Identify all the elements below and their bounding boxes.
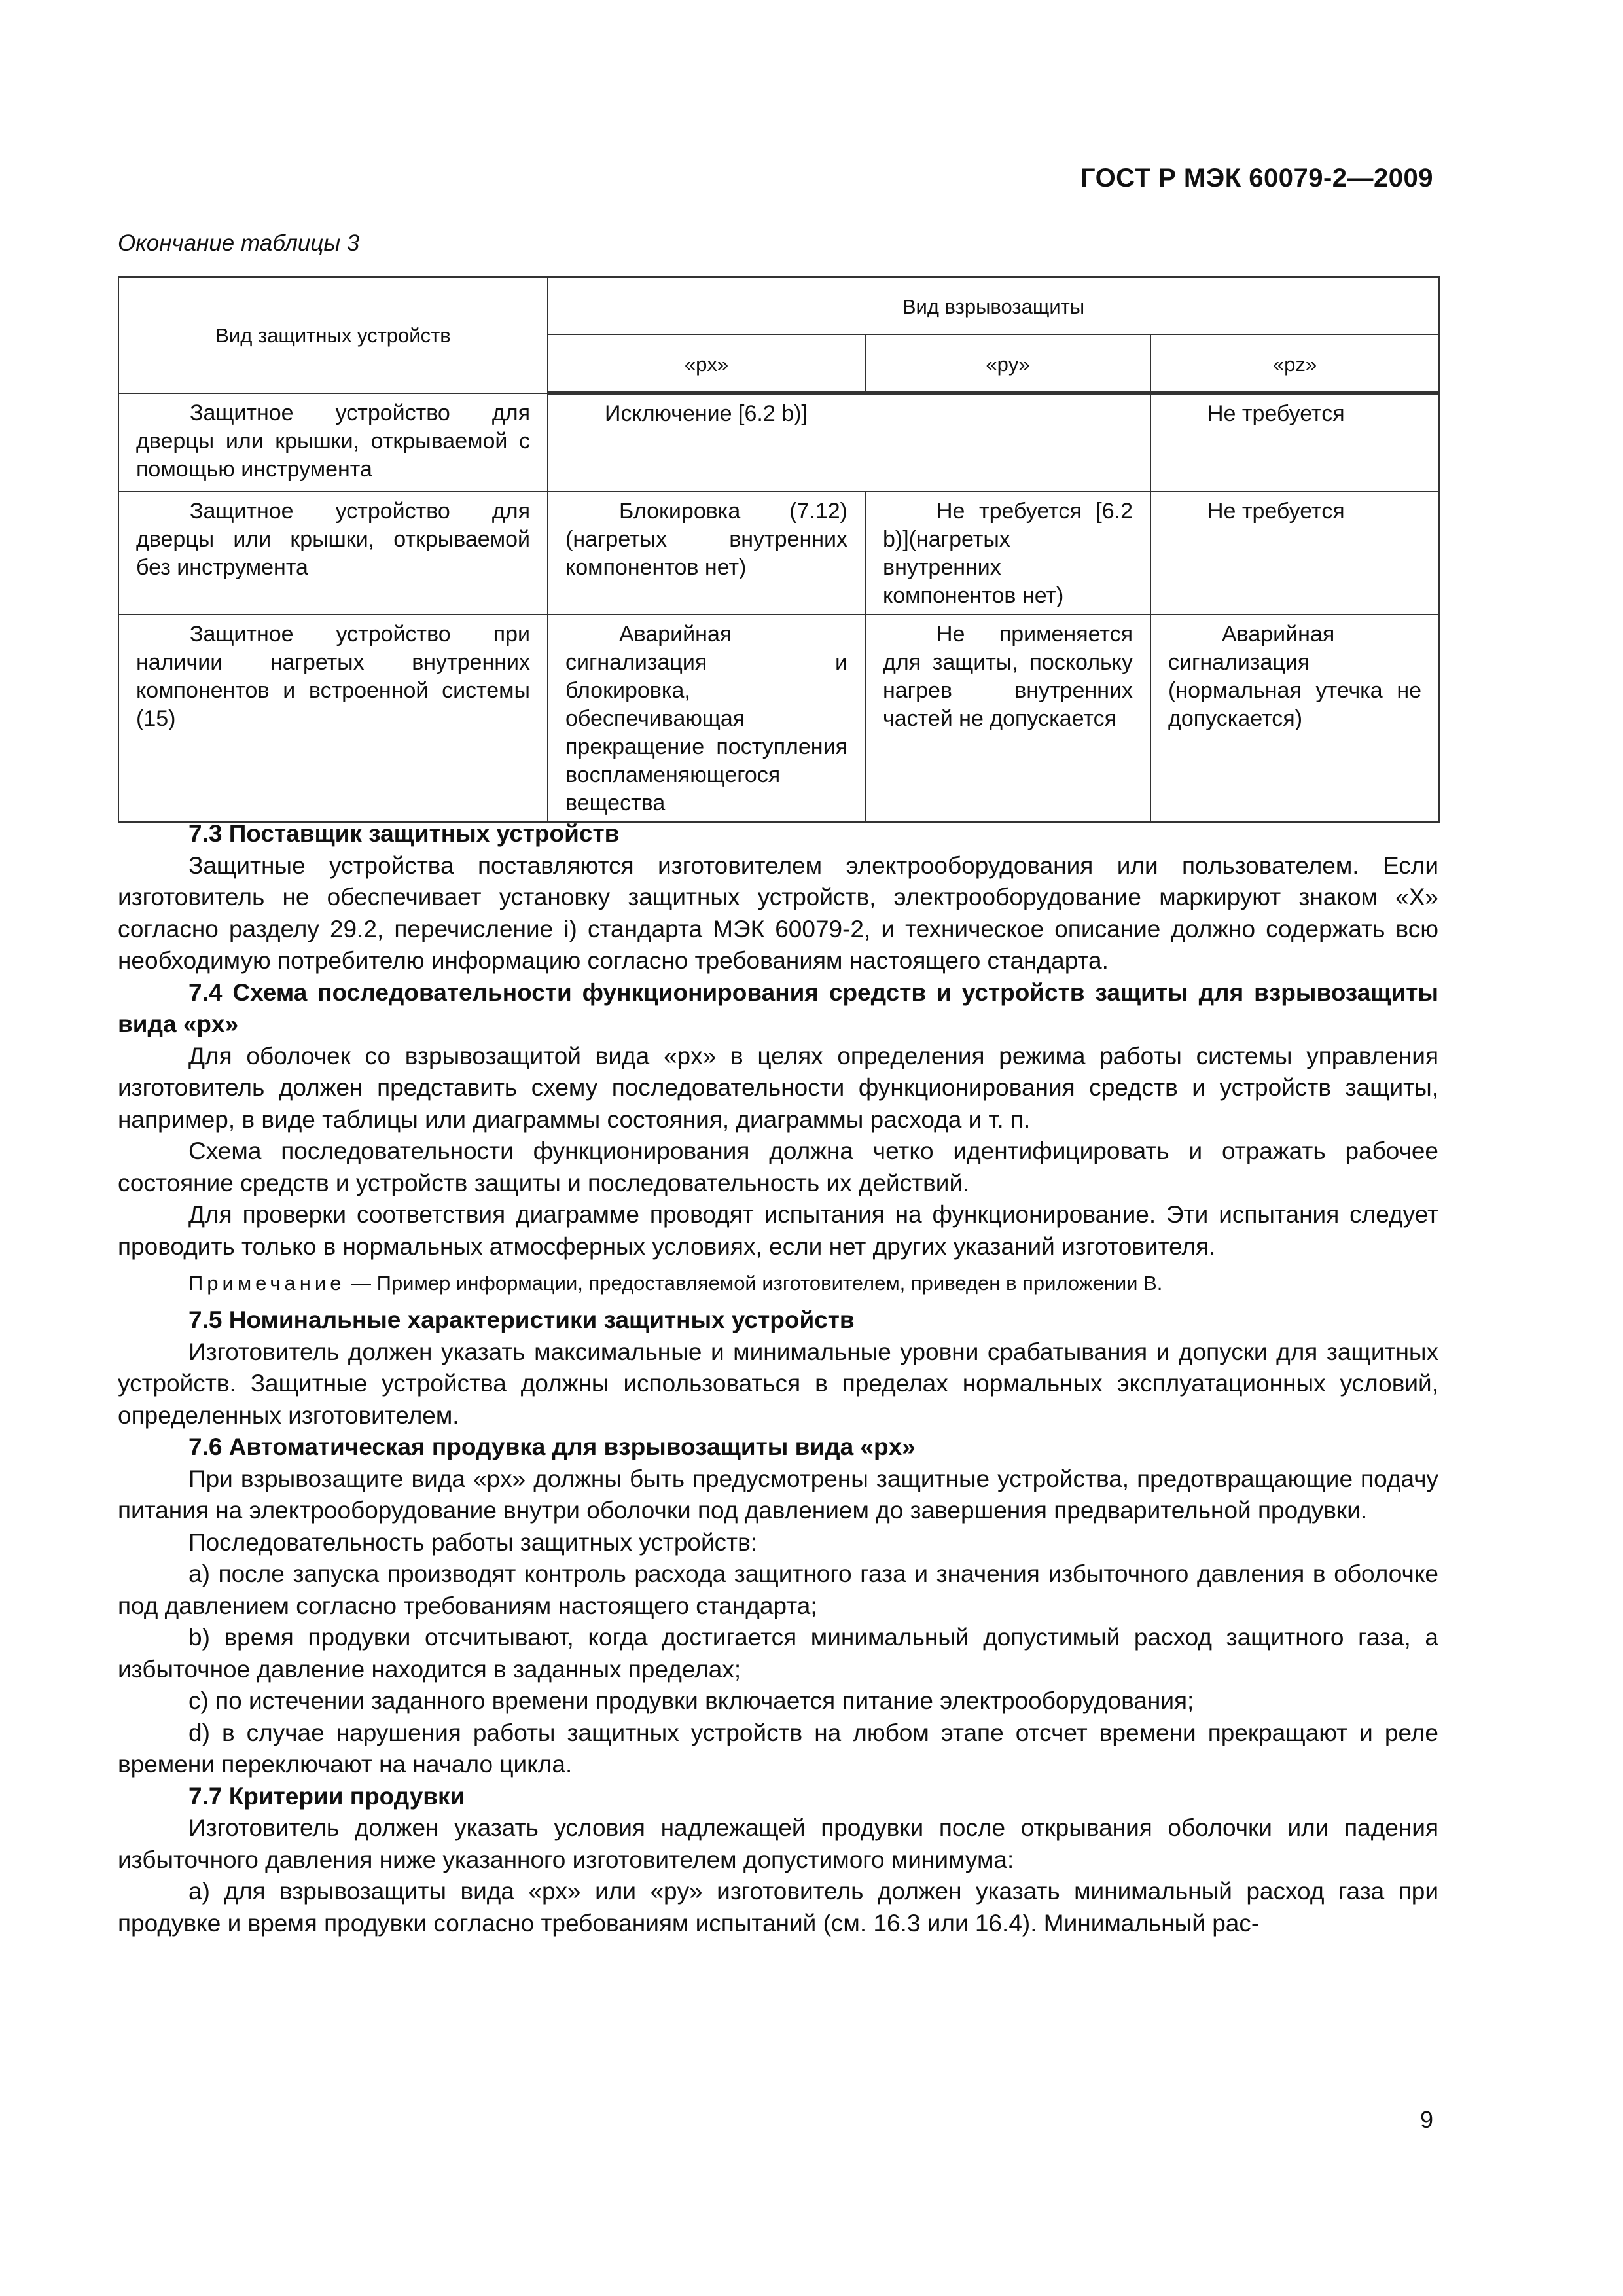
table-cell-device: Защитное устройство при наличии нагретых внутренних компонентов и встроенной системы (15)	[118, 615, 548, 822]
note	[118, 1269, 1438, 1298]
section-7-4-paragraph: Схема последовательности функционирования должна четко идентифицировать и отражать рабочее состояние средств и устройств защиты и последовательность их действий.	[118, 1138, 1438, 1196]
section-7-6-list-item: c) по истечении заданного времени продувки включается питание электрооборудования;	[188, 1687, 1194, 1714]
table-subheader-py: «py»	[865, 334, 1150, 393]
table-cell-px-py: Исключение [6.2 b)]	[548, 393, 1150, 492]
section-7-6-list-item: b) время продувки отсчитывают, когда достигается минимальный допустимый расход защитного газа, а избыточное давление находится в заданных пределах;	[118, 1624, 1438, 1683]
table-cell-pz: Не требуется	[1150, 492, 1439, 615]
table-cell-px: Блокировка (7.12) (нагретых внутренних компонентов нет)	[548, 492, 865, 615]
table-cell-px: Аварийная сигнализация и блокировка, обеспечивающая прекращение поступления воспламеняющегося вещества	[548, 615, 865, 822]
section-7-6-paragraph: Последовательность работы защитных устройств:	[188, 1528, 758, 1556]
table-subheader-px: «px»	[548, 334, 865, 393]
document-standard-header: ГОСТ Р МЭК 60079-2—2009	[1080, 164, 1433, 192]
table-header-protection-type: Вид взрывозащиты	[548, 277, 1439, 334]
section-7-6-list-item: d) в случае нарушения работы защитных устройств на любом этапе отсчет времени прекращают и реле времени переключают на начало цикла.	[118, 1719, 1438, 1778]
table-header-device-type: Вид защитных устройств	[118, 277, 548, 393]
table-cell-py: Не применяется для защиты, поскольку нагрев внутренних частей не допускается	[865, 615, 1150, 822]
page-number: 9	[1419, 2106, 1433, 2133]
table-row	[118, 492, 1439, 615]
table-cell-pz: Аварийная сигнализация (нормальная утечка не допускается)	[1150, 615, 1439, 822]
section-7-7-title: 7.7 Критерии продувки	[188, 1782, 465, 1810]
section-7-4-paragraph: Для оболочек со взрывозащитой вида «px» в целях определения режима работы системы управления изготовитель должен представить схему последовательности функционирования средств и устройств защиты, например, в виде таблицы или диаграммы состояния, диаграммы расхода и т. п.	[118, 1042, 1438, 1133]
section-7-3-paragraph: Защитные устройства поставляются изготовителем электрооборудования или пользователем. Если изготовитель не обеспечивает установку защитных устройств, электрооборудование маркируют знаком «X» согласно разделу 29.2, перечисление i) стандарта МЭК 60079-2, и техническое описание должно содержать всю необходимую потребителю информацию согласно требованиям настоящего стандарта.	[118, 852, 1438, 974]
section-7-5-title: 7.5 Номинальные характеристики защитных устройств	[188, 1306, 855, 1333]
section-7-4-title: 7.4 Схема последовательности функционирования средств и устройств защиты для взрывозащиты вида «px»	[118, 978, 1438, 1037]
table-cell-device: Защитное устройство для дверцы или крышки, открываемой без инструмента	[118, 492, 548, 615]
table-cell-pz: Не требуется	[1150, 393, 1439, 492]
section-7-7-list-item: a) для взрывозащиты вида «px» или «py» изготовитель должен указать минимальный расход газа при продувке и время продувки согласно требованиям испытаний (см. 16.3 или 16.4). Минимальный рас-	[118, 1878, 1438, 1937]
table-cell-py: Не требуется [6.2 b)](нагретых внутренних компонентов нет)	[865, 492, 1150, 615]
table-subheader-pz: «pz»	[1150, 334, 1439, 393]
table-caption: Окончание таблицы 3	[118, 230, 360, 256]
section-7-6-list-item: a) после запуска производят контроль расхода защитного газа и значения избыточного давления в оболочке под давлением согласно требованиям настоящего стандарта;	[118, 1560, 1438, 1619]
section-7-4-paragraph: Для проверки соответствия диаграмме проводят испытания на функционирование. Эти испытания следует проводить только в нормальных атмосферных условиях, если нет других указаний изготовителя.	[118, 1201, 1438, 1260]
section-7-3-title: 7.3 Поставщик защитных устройств	[188, 820, 620, 847]
section-7-6-paragraph: При взрывозащите вида «px» должны быть предусмотрены защитные устройства, предотвращающие подачу питания на электрооборудование внутри оболочки под давлением до завершения предварительной продувки.	[118, 1465, 1438, 1524]
section-7-6-title: 7.6 Автоматическая продувка для взрывозащиты вида «px»	[188, 1433, 916, 1460]
section-7-7-paragraph: Изготовитель должен указать условия надлежащей продувки после открывания оболочки или падения избыточного давления ниже указанного изготовителем допустимого минимума:	[118, 1814, 1438, 1873]
table-cell-device: Защитное устройство для дверцы или крышки, открываемой с помощью инструмента	[118, 393, 548, 492]
document-body	[118, 818, 1438, 1939]
note-label: Примечание	[188, 1272, 346, 1295]
table-3-protective-devices	[118, 276, 1440, 823]
section-7-5-paragraph: Изготовитель должен указать максимальные и минимальные уровни срабатывания и допуски для защитных устройств. Защитные устройства должны использоваться в пределах нормальных эксплуатационных условий, определенных изготовителем.	[118, 1338, 1438, 1429]
note-text: — Пример информации, предоставляемой изготовителем, приведен в приложении В.	[345, 1272, 1163, 1295]
table-row	[118, 393, 1439, 492]
table-row	[118, 615, 1439, 822]
